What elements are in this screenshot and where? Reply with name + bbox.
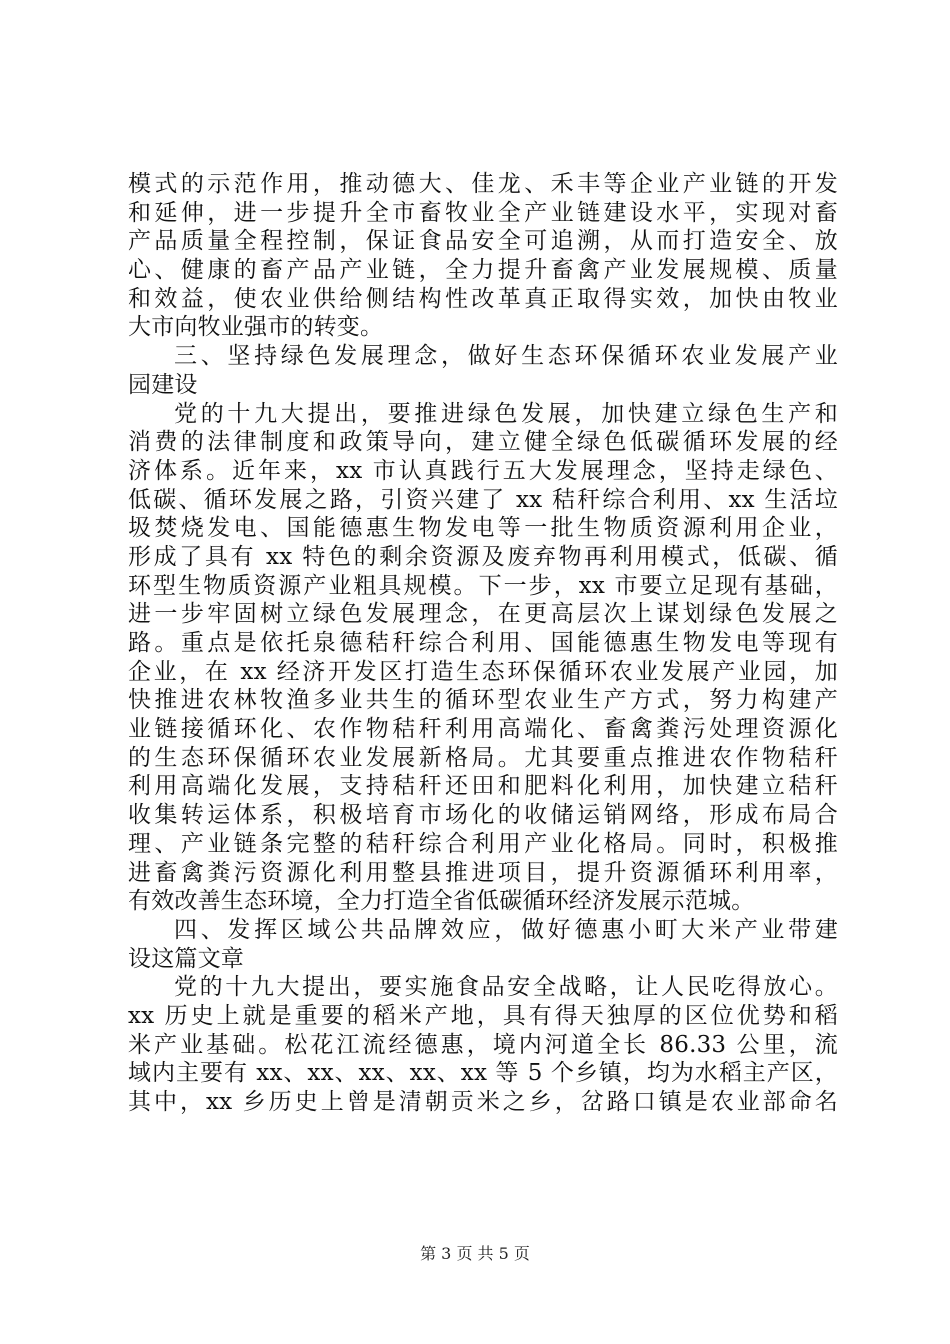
text-line: 利用高端化发展，支持秸秆还田和肥料化利用，加快建立秸秆 <box>128 773 838 800</box>
text-line: 模式的示范作用，推动德大、佳龙、禾丰等企业产业链的开发 <box>128 171 838 197</box>
text-line: xx 历史上就是重要的稻米产地，具有得天独厚的区位优势和稻 <box>128 1002 838 1029</box>
text-line: 和延伸，进一步提升全市畜牧业全产业链建设水平，实现对畜 <box>128 199 838 226</box>
document-body <box>128 170 838 1117</box>
text-line: 圾焚烧发电、国能德惠生物发电等一批生物质资源利用企业， <box>128 515 838 542</box>
text-line: 企业，在 xx 经济开发区打造生态环保循环农业发展产业园，加 <box>128 658 838 685</box>
text-line: 业链接循环化、农作物秸秆利用高端化、畜禽粪污处理资源化 <box>128 716 838 743</box>
section-heading-line: 园建设 <box>128 371 198 398</box>
text-line: 进畜禽粪污资源化利用整县推进项目，提升资源循环利用率， <box>128 859 838 886</box>
text-line: 米产业基础。松花江流经德惠，境内河道全长 86.33 公里，流 <box>128 1031 838 1058</box>
text-line: 有效改善生态环境，全力打造全省低碳循环经济发展示范城。 <box>128 888 755 915</box>
text-line: 消费的法律制度和政策导向，建立健全绿色低碳循环发展的经 <box>128 429 838 456</box>
text-line: 济体系。近年来，xx 市认真践行五大发展理念，坚持走绿色、 <box>128 457 838 484</box>
text-line: 理、产业链条完整的秸秆综合利用产业化格局。同时，积极推 <box>128 830 838 857</box>
section-heading-line: 三、坚持绿色发展理念，做好生态环保循环农业发展产业 <box>174 343 838 370</box>
page-footer <box>0 1244 950 1264</box>
text-line: 路。重点是依托泉德秸秆综合利用、国能德惠生物发电等现有 <box>128 630 838 656</box>
section-heading-line: 设这篇文章 <box>128 945 244 972</box>
text-line: 环型生物质资源产业粗具规模。下一步，xx 市要立足现有基础， <box>128 572 838 599</box>
text-line: 快推进农林牧渔多业共生的循环型农业生产方式，努力构建产 <box>128 687 838 714</box>
text-line: 心、健康的畜产品产业链，全力提升畜禽产业发展规模、质量 <box>128 257 838 284</box>
text-line: 低碳、循环发展之路，引资兴建了 xx 秸秆综合利用、xx 生活垃 <box>128 486 838 513</box>
text-line: 收集转运体系，积极培育市场化的收储运销网络，形成布局合 <box>128 802 838 829</box>
text-line: 其中，xx 乡历史上曾是清朝贡米之乡，岔路口镇是农业部命名 <box>128 1089 838 1115</box>
text-line: 的生态环保循环农业发展新格局。尤其要重点推进农作物秸秆 <box>128 744 838 771</box>
text-line: 大市向牧业强市的转变。 <box>128 314 384 341</box>
text-line: 党的十九大提出，要实施食品安全战略，让人民吃得放心。 <box>174 974 838 1001</box>
text-line: 党的十九大提出，要推进绿色发展，加快建立绿色生产和 <box>174 400 838 427</box>
text-line: 形成了具有 xx 特色的剩余资源及废弃物再利用模式，低碳、循 <box>128 543 838 570</box>
text-line: 进一步牢固树立绿色发展理念，在更高层次上谋划绿色发展之 <box>128 601 838 628</box>
section-heading-line: 四、发挥区域公共品牌效应，做好德惠小町大米产业带建 <box>174 916 838 943</box>
text-line: 和效益，使农业供给侧结构性改革真正取得实效，加快由牧业 <box>128 285 838 312</box>
text-line: 产品质量全程控制，保证食品安全可追溯，从而打造安全、放 <box>128 228 838 255</box>
text-line: 域内主要有 xx、xx、xx、xx、xx 等 5 个乡镇，均为水稻主产区， <box>128 1060 838 1087</box>
page-number-label: 第 3 页 共 5 页 <box>420 1244 530 1263</box>
